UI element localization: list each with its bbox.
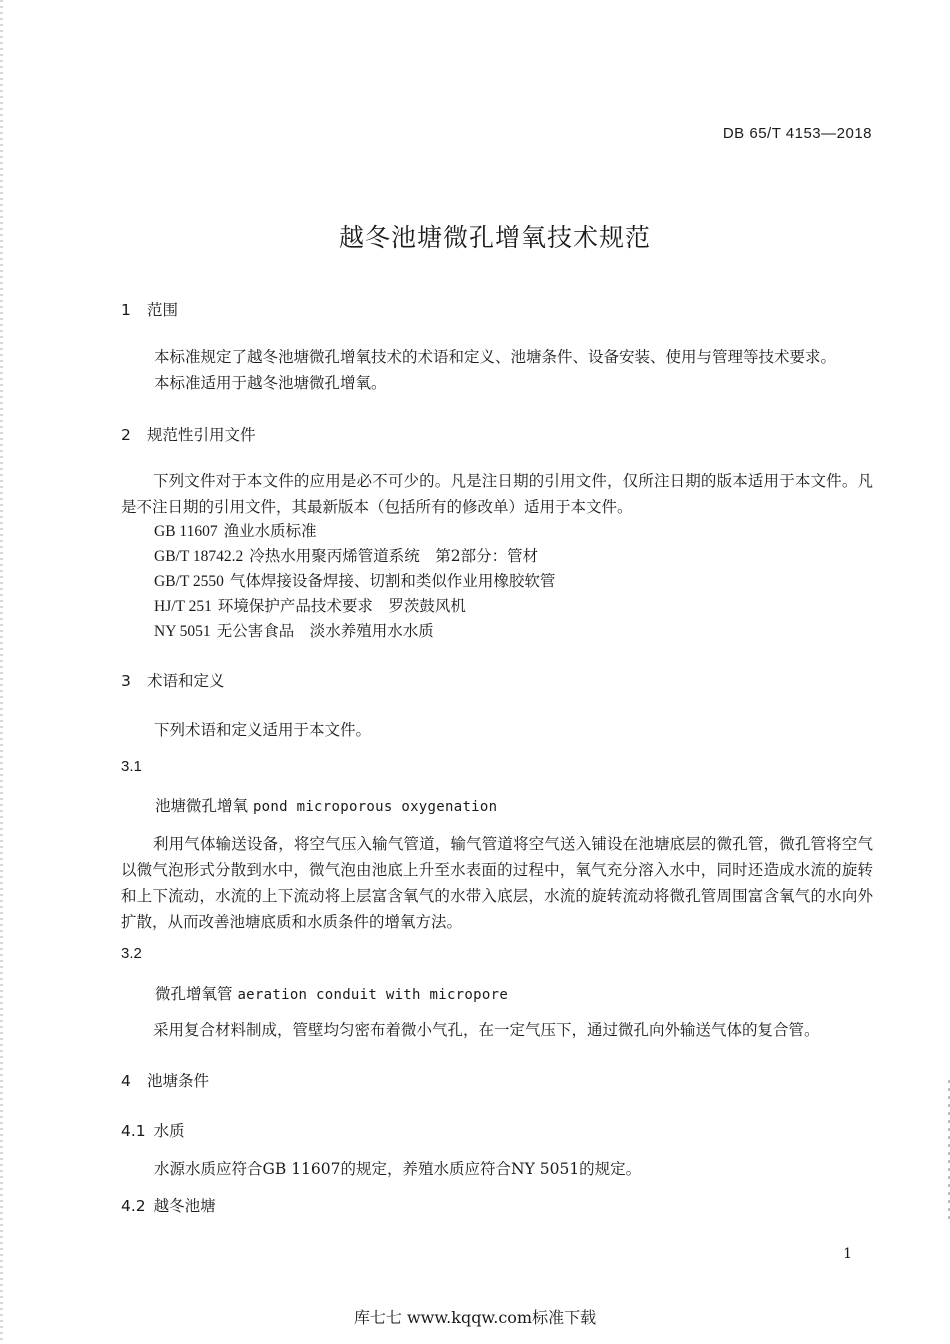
section-1-number: 1 [121, 301, 131, 319]
ref-item [154, 544, 538, 566]
section-4-number: 4 [121, 1072, 131, 1090]
section-3-heading [121, 669, 225, 691]
doc-number: DB 65/T 4153—2018 [722, 125, 872, 142]
section-2-number: 2 [121, 426, 131, 444]
ref-code: NY 5051 [154, 623, 211, 640]
section-1-para-1: 本标准规定了越冬池塘微孔增氧技术的术语和定义、池塘条件、设备安装、使用与管理等技术要求。 [154, 348, 837, 366]
term-2-number: 3.2 [121, 945, 142, 962]
footer-watermark: 库七七 www.kqqw.com标准下载 [353, 1308, 597, 1327]
term-1-heading [155, 794, 497, 816]
section-3-number: 3 [121, 672, 131, 690]
section-4-1-title: 水质 [153, 1122, 185, 1140]
term-2-heading [155, 982, 508, 1004]
ref-name: 冷热水用聚丙烯管道系统 第2部分：管材 [249, 547, 539, 565]
section-2-title: 规范性引用文件 [147, 426, 256, 444]
section-4-1-heading [121, 1119, 185, 1141]
section-2-heading [121, 423, 256, 445]
section-2-intro: 下列文件对于本文件的应用是必不可少的。凡是注日期的引用文件，仅所注日期的版本适用于本文件。凡是不注日期的引用文件，其最新版本（包括所有的修改单）适用于本文件。 [121, 472, 873, 516]
section-3-intro: 下列术语和定义适用于本文件。 [154, 721, 372, 739]
section-4-2-title: 越冬池塘 [153, 1197, 216, 1215]
ref-code: GB/T 2550 [154, 573, 224, 590]
term-2-en: aeration conduit with micropore [237, 987, 509, 1003]
ref-code: HJ/T 251 [154, 598, 212, 615]
section-4-2-heading [121, 1194, 216, 1216]
ref-code: GB/T 18742.2 [154, 548, 244, 565]
term-1-definition: 利用气体输送设备，将空气压入输气管道，输气管道将空气送入铺设在池塘底层的微孔管，微孔管将空气以微气泡形式分散到水中，微气泡由池底上升至水表面的过程中，氧气充分溶入水中，同时还造成水流的旋转和上下流动，水流的上下流动将上层富含氧气的水带入底层，水流的旋转流动将微孔管周围富含氧气的水向外扩散，从而改善池塘底质和水质条件的增氧方法。 [121, 835, 873, 931]
section-4-1-text: 水源水质应符合GB 11607的规定，养殖水质应符合NY 5051的规定。 [154, 1160, 642, 1178]
ref-code: GB 11607 [154, 523, 218, 540]
page-number: 1 [843, 1246, 852, 1262]
ref-name: 渔业水质标准 [223, 522, 317, 540]
term-1-number: 3.1 [121, 758, 142, 775]
ref-name: 环境保护产品技术要求 罗茨鼓风机 [217, 597, 466, 615]
term-1-cn: 池塘微孔增氧 [155, 797, 249, 815]
section-4-2-number: 4.2 [121, 1197, 146, 1215]
ref-item [154, 569, 555, 591]
ref-item [154, 519, 317, 541]
ref-name: 无公害食品 淡水养殖用水水质 [216, 622, 434, 640]
section-4-1-number: 4.1 [121, 1122, 146, 1140]
scan-edge-left [0, 0, 3, 1344]
ref-name: 气体焊接设备焊接、切割和类似作业用橡胶软管 [229, 572, 556, 590]
doc-title: 越冬池塘微孔增氧技术规范 [338, 223, 651, 252]
ref-item [154, 594, 466, 616]
section-4-heading [121, 1069, 209, 1091]
section-1-para-2: 本标准适用于越冬池塘微孔增氧。 [154, 374, 387, 392]
section-4-title: 池塘条件 [147, 1072, 210, 1090]
section-1-heading [121, 298, 178, 320]
term-2-cn: 微孔增氧管 [155, 985, 233, 1003]
section-3-title: 术语和定义 [147, 672, 225, 690]
term-2-definition: 采用复合材料制成，管壁均匀密布着微小气孔，在一定气压下，通过微孔向外输送气体的复合管。 [153, 1021, 820, 1039]
ref-item [154, 619, 434, 641]
term-1-en: pond microporous oxygenation [252, 799, 498, 815]
section-1-title: 范围 [147, 301, 179, 319]
